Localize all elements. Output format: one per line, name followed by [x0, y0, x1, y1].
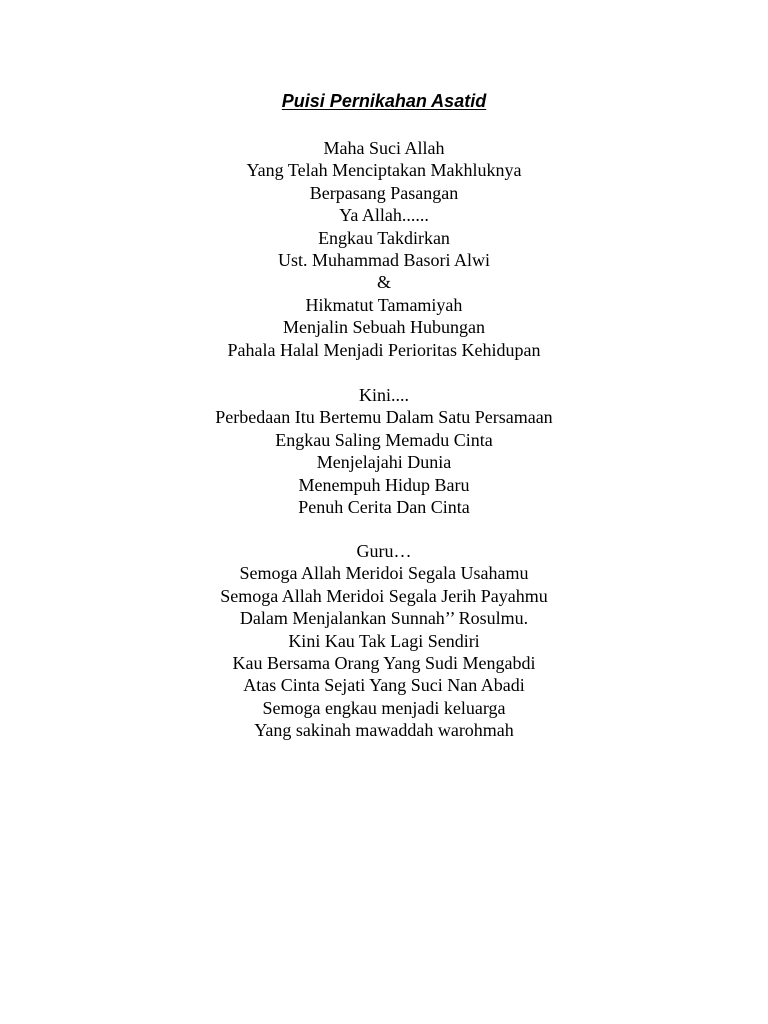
stanza-1 [0, 137, 768, 361]
poem-line: Menempuh Hidup Baru [298, 474, 470, 495]
poem-line: Kini Kau Tak Lagi Sendiri [288, 630, 480, 651]
poem-line: Kini.... [358, 385, 409, 405]
poem-line: Penuh Cerita Dan Cinta [298, 496, 470, 517]
poem-line: Ya Allah...... [339, 205, 429, 226]
poem-line: Engkau Takdirkan [318, 227, 450, 248]
stanza-2 [0, 384, 768, 518]
poem-line: Semoga Allah Meridoi Segala Usahamu [239, 563, 529, 584]
poem-line: Yang Telah Menciptakan Makhluknya [246, 160, 522, 181]
poem-line: Ust. Muhammad Basori Alwi [278, 249, 490, 270]
poem-line: Maha Suci Allah [323, 138, 445, 158]
poem-line: Semoga engkau menjadi keluarga [262, 697, 506, 718]
poem-line: Kau Bersama Orang Yang Sudi Mengabdi [232, 652, 536, 673]
poem-title: Puisi Pernikahan Asatid [281, 91, 487, 111]
poem-line: & [376, 272, 391, 293]
poem-line: Perbedaan Itu Bertemu Dalam Satu Persamaan [215, 407, 553, 428]
poem-line: Dalam Menjalankan Sunnah’’ Rosulmu. [239, 608, 529, 629]
poem-line: Yang sakinah mawaddah warohmah [254, 720, 514, 741]
poem-line: Atas Cinta Sejati Yang Suci Nan Abadi [243, 675, 525, 696]
poem-line: Berpasang Pasangan [309, 182, 459, 203]
poem-line: Menjalin Sebuah Hubungan [283, 317, 485, 338]
poem-line: Semoga Allah Meridoi Segala Jerih Payahmu [220, 585, 548, 606]
poem-line: Pahala Halal Menjadi Perioritas Kehidupan [227, 339, 541, 360]
poem-line: Engkau Saling Memadu Cinta [275, 429, 493, 450]
stanza-3 [0, 540, 768, 742]
poem-line: Guru… [356, 541, 412, 561]
poem-line: Hikmatut Tamamiyah [305, 294, 463, 315]
poem-line: Menjelajahi Dunia [316, 452, 452, 473]
